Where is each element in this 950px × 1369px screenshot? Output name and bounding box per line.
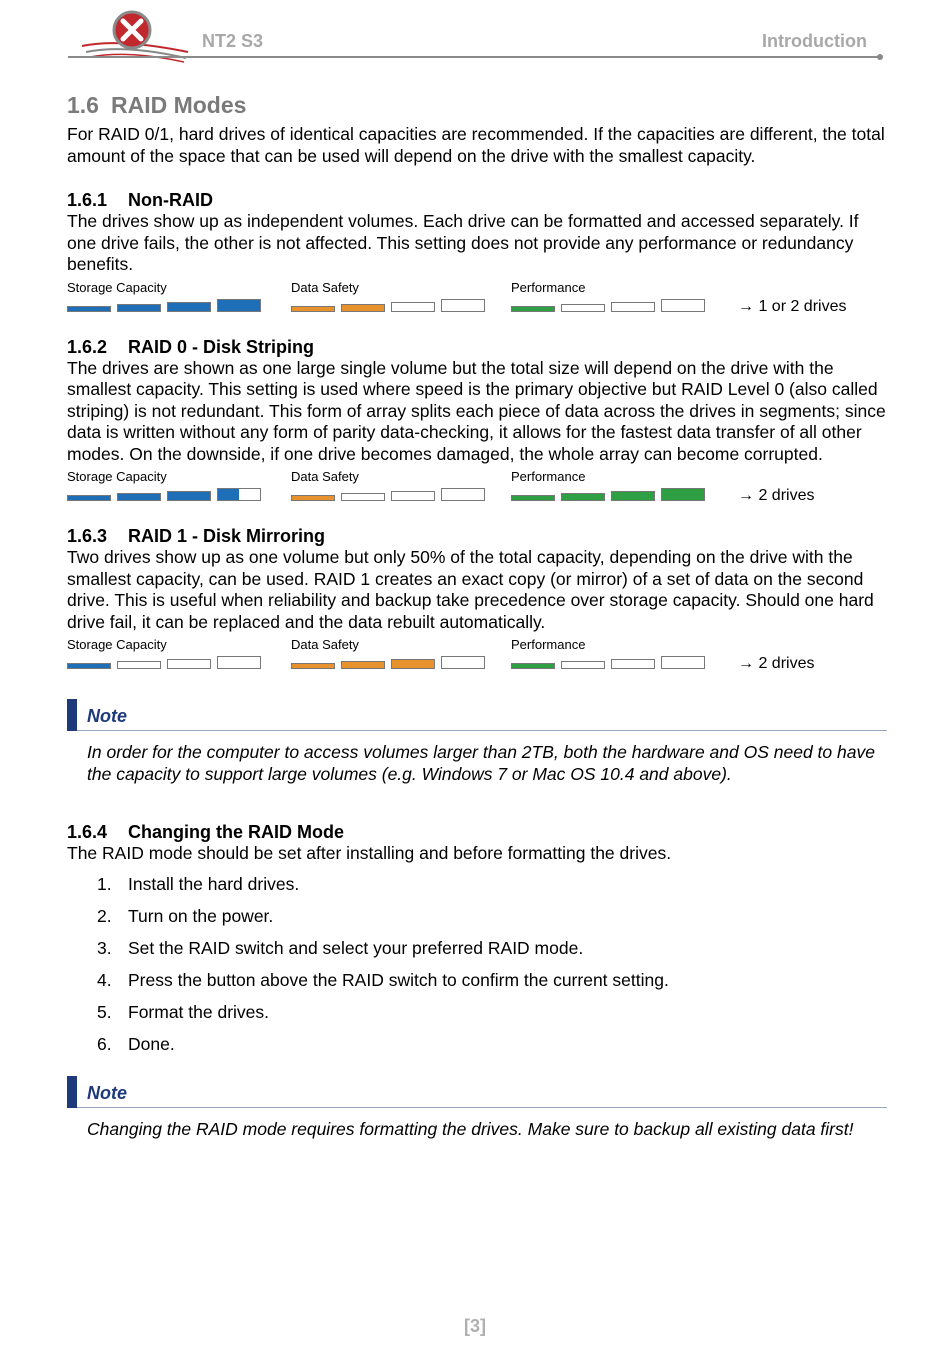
note-header — [67, 1076, 889, 1108]
subsection-number: 1.6.2 — [67, 336, 108, 357]
rating-storage-capacity — [67, 280, 167, 295]
subsection-body: Two drives show up as one volume but only 50% of the total capacity, depending on the drive with the smallest capacity, can be used. RAID 1 creates an exact copy (or mirror) of a set of data on the second drive. This is useful when reliability and backup take precedence over storage capacity. Should one hard drive fail, it can be replaced and the data rebuilt automatically. — [67, 547, 874, 632]
section-intro: For RAID 0/1, hard drives of identical capacities are recommended. If the capacities are different, the total amount of the space that can be used will depend on the drive with the smallest capacity. — [67, 124, 885, 166]
list-item — [67, 906, 889, 938]
steps-list — [67, 874, 889, 1066]
rating-segment — [661, 488, 705, 501]
rating-segment — [341, 493, 385, 501]
subsection-number: 1.6.3 — [67, 526, 108, 546]
step-text: Format the drives. — [128, 1001, 270, 1022]
step-number: 6. — [97, 1033, 112, 1054]
rating-segment — [217, 299, 261, 312]
section-heading — [67, 90, 889, 124]
rating-segment — [661, 656, 705, 669]
rating-segment — [117, 661, 161, 669]
note-text: Changing the RAID mode requires formatting the drives. Make sure to backup all existing data first! — [87, 1118, 854, 1139]
step-text: Set the RAID switch and select your preferred RAID mode. — [128, 937, 584, 958]
rating-drives: → 2 drives — [738, 487, 815, 504]
rating-label: Storage Capacity — [67, 279, 167, 295]
rating-segment-fill — [512, 307, 554, 311]
rating-storage-capacity — [67, 637, 167, 652]
rating-segment-fill — [292, 496, 334, 500]
rating-label: Storage Capacity — [67, 637, 167, 652]
rating-row — [67, 280, 889, 324]
step-number: 4. — [97, 969, 112, 990]
note-title: Note — [87, 1082, 127, 1103]
page-number: [3] — [464, 1316, 486, 1336]
rating-segment-fill — [562, 494, 604, 500]
rating-segment — [67, 306, 111, 312]
rating-segment — [67, 495, 111, 501]
rating-label: Data Safety — [291, 469, 359, 484]
rating-bars — [291, 656, 491, 669]
rating-label: Storage Capacity — [67, 469, 167, 484]
rating-segment — [391, 491, 435, 501]
subsection-title: RAID 0 - Disk Striping — [128, 336, 315, 357]
subsection-number: 1.6.4 — [67, 822, 108, 842]
rating-bars — [511, 299, 711, 312]
rating-bars — [511, 488, 711, 501]
subsection-title: RAID 1 - Disk Mirroring — [128, 526, 326, 546]
note-accent-bar — [67, 1076, 77, 1108]
rating-label: Performance — [511, 637, 586, 652]
rating-segment-fill — [292, 307, 334, 311]
note-box — [67, 1076, 889, 1141]
section-number: 1.6 — [67, 92, 99, 118]
rating-segment-fill — [392, 660, 434, 668]
rating-segment-fill — [68, 664, 110, 668]
rating-segment — [441, 656, 485, 669]
list-item — [67, 1034, 889, 1066]
note-accent-bar — [67, 699, 77, 731]
page-content — [67, 90, 889, 1140]
rating-segment-fill — [218, 489, 239, 500]
rating-performance — [511, 637, 585, 652]
rating-segment — [441, 488, 485, 501]
rating-segment — [217, 488, 261, 501]
rating-segment — [117, 304, 161, 312]
rating-bars — [67, 488, 267, 501]
subsection-number: 1.6.1 — [67, 190, 108, 210]
note-text: In order for the computer to access volumes larger than 2TB, both the hardware and OS need to have the capacity to support large volumes (e.g. Windows 7 or Mac OS 10.4 and above). — [87, 742, 875, 784]
page-header — [0, 0, 950, 70]
rating-segment-fill — [342, 662, 384, 668]
rating-segment-fill — [118, 494, 160, 500]
rating-segment-fill — [612, 492, 654, 500]
rating-segment-fill — [168, 303, 210, 311]
rating-segment — [661, 299, 705, 312]
rating-data-safety — [291, 637, 359, 652]
step-text: Press the button above the RAID switch to confirm the current setting. — [128, 969, 669, 990]
rating-bars — [291, 299, 491, 312]
subsection-body: The drives are shown as one large single volume but the total size will depend on the drive with the smallest capacity. This setting is used where speed is the primary objective but RAID Level 0 (also called striping) is not redundant. This form of array splits each piece of data across the drives in segments; since data is written without any form of parity data-checking, it allows for the fastest data transfer of all other modes. On the downside, if one drive becomes damaged, the whole array can become corrupted. — [67, 357, 886, 464]
rating-segment — [291, 663, 335, 669]
rating-segment — [167, 491, 211, 501]
rating-segment — [167, 302, 211, 312]
list-item — [67, 874, 889, 906]
rating-segment — [341, 661, 385, 669]
rating-bars — [291, 488, 491, 501]
rating-segment — [561, 493, 605, 501]
rating-segment — [391, 659, 435, 669]
rating-bars — [511, 656, 711, 669]
rating-segment — [561, 304, 605, 312]
rating-segment-fill — [118, 305, 160, 311]
rating-segment — [511, 306, 555, 312]
rating-row — [67, 637, 889, 681]
subsection-title: Non-RAID — [128, 190, 213, 210]
rating-segment-fill — [512, 664, 554, 668]
rating-segment — [611, 491, 655, 501]
rating-label: Data Safety — [291, 637, 359, 652]
step-text: Done. — [128, 1033, 175, 1054]
subsection-title: Changing the RAID Mode — [128, 822, 344, 842]
rating-data-safety — [291, 280, 359, 295]
rating-segment — [67, 663, 111, 669]
subsection-body: The drives show up as independent volumes. Each drive can be formatted and accessed separately. If one drive fails, the other is not affected. This setting does not provide any performance or redundancy benefits. — [67, 211, 859, 274]
step-number: 3. — [97, 937, 112, 958]
step-text: Turn on the power. — [128, 905, 274, 926]
rating-segment — [117, 493, 161, 501]
list-item — [67, 938, 889, 970]
rating-segment — [167, 659, 211, 669]
rating-label: Performance — [511, 469, 586, 484]
rating-storage-capacity — [67, 469, 167, 484]
rating-segment — [511, 495, 555, 501]
step-number: 2. — [97, 905, 112, 926]
rating-segment-fill — [218, 300, 260, 311]
note-rule — [77, 1107, 887, 1108]
rating-label: Performance — [511, 279, 586, 295]
rating-bars — [67, 299, 267, 312]
subsection-heading — [67, 525, 889, 547]
subsection-heading — [67, 821, 889, 843]
rating-bars — [67, 656, 267, 669]
note-box — [67, 699, 889, 785]
subsection-heading — [67, 189, 889, 211]
rating-segment-fill — [512, 496, 554, 500]
step-number: 5. — [97, 1001, 112, 1022]
rating-drives: → 1 or 2 drives — [738, 297, 847, 315]
step-number: 1. — [97, 873, 112, 894]
rating-performance — [511, 280, 585, 295]
header-product: NT2 S3 — [202, 31, 264, 51]
rating-segment-fill — [68, 307, 110, 311]
rating-segment — [611, 302, 655, 312]
rating-segment-fill — [168, 492, 210, 500]
rating-segment — [291, 495, 335, 501]
rating-segment-fill — [68, 496, 110, 500]
rating-segment-fill — [662, 489, 704, 500]
rating-data-safety — [291, 469, 359, 484]
step-text: Install the hard drives. — [128, 873, 300, 894]
rating-segment-fill — [292, 664, 334, 668]
header-rule-end — [877, 54, 883, 60]
header-rule — [68, 56, 882, 58]
rating-drives: → 2 drives — [738, 655, 815, 672]
note-header — [67, 699, 889, 731]
note-title: Note — [87, 706, 127, 726]
rating-segment — [441, 299, 485, 312]
rating-segment — [391, 302, 435, 312]
rating-label: Data Safety — [291, 279, 359, 295]
rating-segment — [217, 656, 261, 669]
header-chapter: Introduction — [762, 31, 867, 51]
rating-segment — [341, 304, 385, 312]
rating-performance — [511, 469, 585, 484]
rating-segment — [611, 659, 655, 669]
rating-segment — [291, 306, 335, 312]
subsection-body: The RAID mode should be set after installing and before formatting the drives. — [67, 843, 672, 863]
list-item — [67, 970, 889, 1002]
rating-segment — [511, 663, 555, 669]
subsection-heading — [67, 336, 889, 358]
rating-segment — [561, 661, 605, 669]
rating-row — [67, 469, 889, 513]
section-title: RAID Modes — [110, 92, 247, 118]
note-rule — [77, 730, 887, 731]
list-item — [67, 1002, 889, 1034]
rating-segment-fill — [342, 305, 384, 311]
